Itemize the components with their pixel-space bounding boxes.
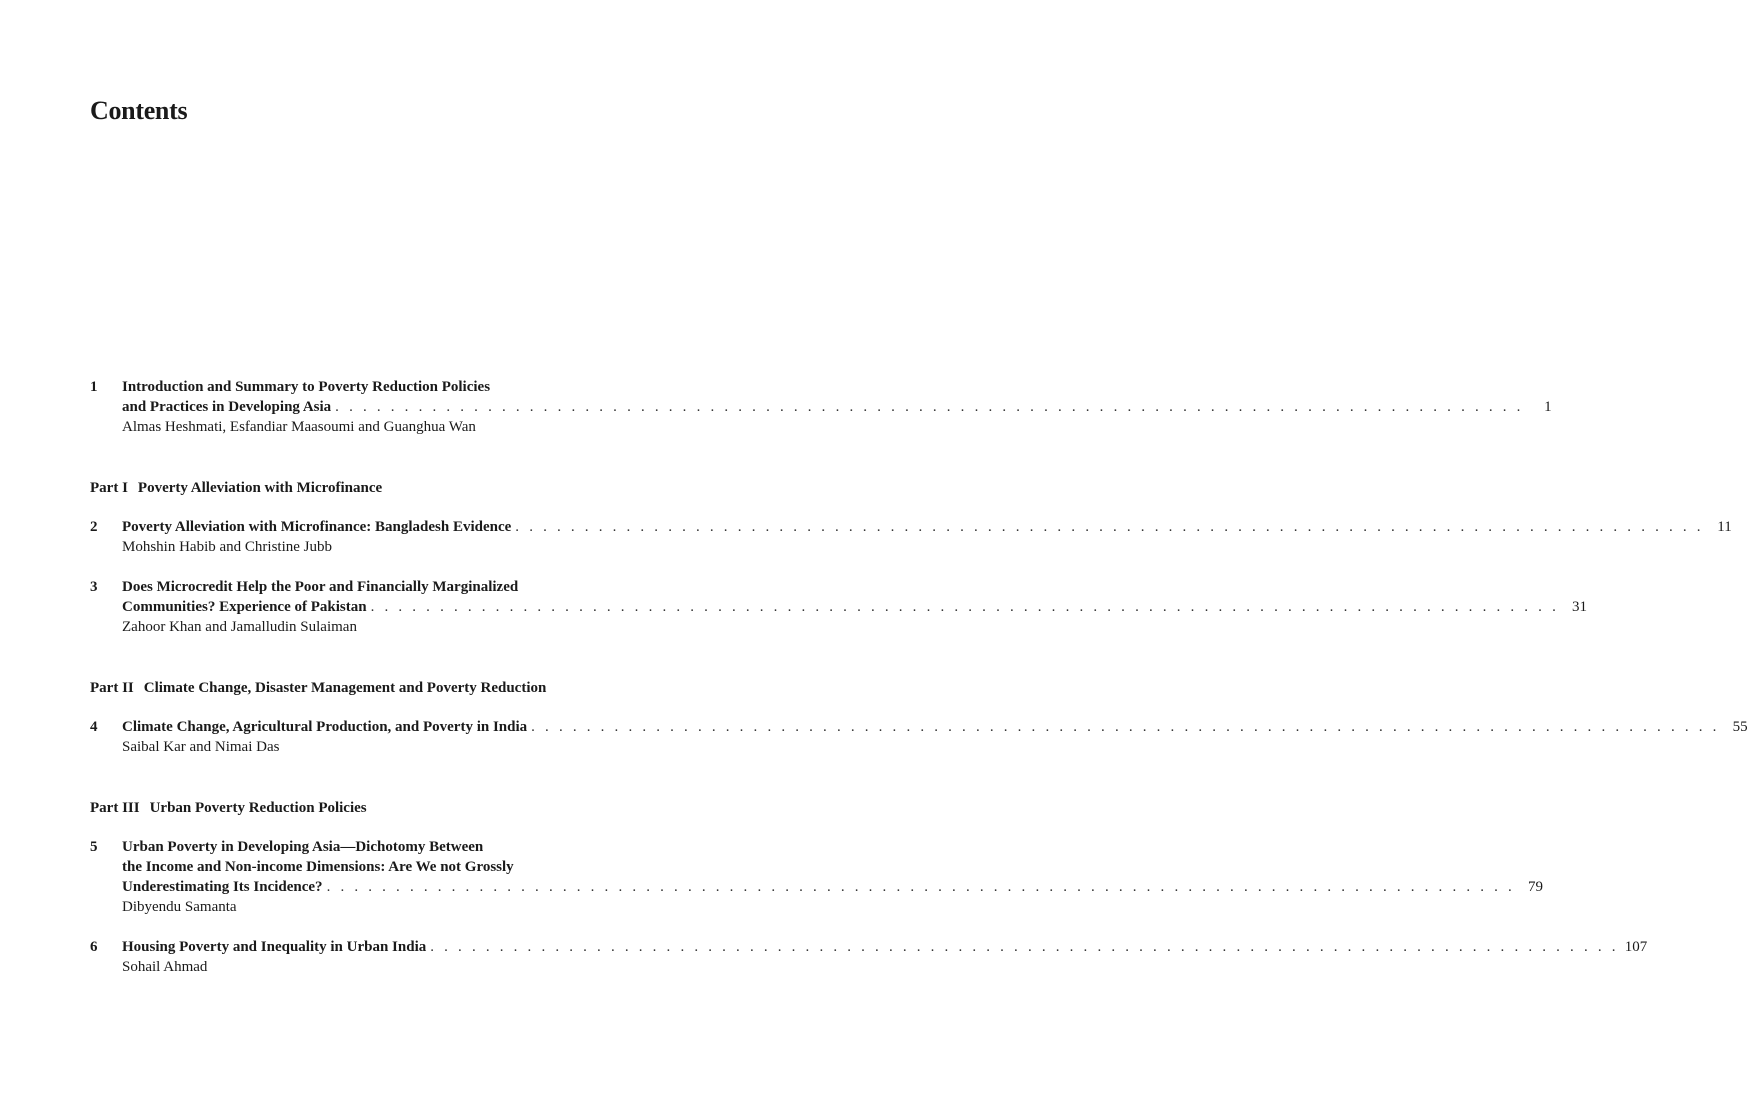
chapter-title-line: Housing Poverty and Inequality in Urban India bbox=[122, 939, 427, 955]
chapter-number: 4 bbox=[90, 719, 98, 735]
dot-leader: . . . . . . . . . . . . . . . . . . . . . . . . . . . . . . . . . . . . . . . . . . . . . . . . . . . . . . . . . . . . . . . . . . . . . . . . . . . . . . . . . . . . . . bbox=[335, 399, 1524, 415]
part-title: Urban Poverty Reduction Policies bbox=[149, 800, 367, 816]
chapter-title-line: Communities? Experience of Pakistan bbox=[122, 599, 367, 615]
chapter-title-line: Does Microcredit Help the Poor and Financially Marginalized bbox=[122, 579, 519, 595]
part-heading-1[interactable] bbox=[90, 478, 382, 498]
toc-entry-chapter-4[interactable] bbox=[90, 717, 1748, 757]
chapter-title-line: and Practices in Developing Asia bbox=[122, 399, 332, 415]
chapter-title-line: Poverty Alleviation with Microfinance: Bangladesh Evidence bbox=[122, 519, 512, 535]
chapter-number: 1 bbox=[90, 379, 98, 395]
page-number: 55 bbox=[1732, 719, 1748, 735]
chapter-authors: Almas Heshmati, Esfandiar Maasoumi and Guanghua Wan bbox=[122, 419, 476, 435]
toc-entry-chapter-2[interactable] bbox=[90, 517, 1732, 557]
toc-entry-chapter-6[interactable] bbox=[90, 937, 1648, 977]
part-label: Part II bbox=[90, 680, 134, 696]
chapter-title-line: Urban Poverty in Developing Asia—Dichotomy Between bbox=[122, 839, 484, 855]
chapter-number: 2 bbox=[90, 519, 98, 535]
page-number: 11 bbox=[1717, 519, 1732, 535]
toc-entry-chapter-5[interactable] bbox=[90, 837, 1544, 917]
chapter-authors: Sohail Ahmad bbox=[122, 959, 208, 975]
part-label: Part I bbox=[90, 480, 128, 496]
chapter-number: 5 bbox=[90, 839, 98, 855]
chapter-authors: Mohshin Habib and Christine Jubb bbox=[122, 539, 332, 555]
chapter-authors: Saibal Kar and Nimai Das bbox=[122, 739, 280, 755]
chapter-title-line: Underestimating Its Incidence? bbox=[122, 879, 323, 895]
chapter-authors: Zahoor Khan and Jamalludin Sulaiman bbox=[122, 619, 357, 635]
part-title: Climate Change, Disaster Management and Poverty Reduction bbox=[143, 680, 547, 696]
page-number: 79 bbox=[1528, 879, 1544, 895]
chapter-title-line: Climate Change, Agricultural Production, and Poverty in India bbox=[122, 719, 528, 735]
chapter-number: 6 bbox=[90, 939, 98, 955]
part-heading-2[interactable] bbox=[90, 678, 546, 698]
toc-entry-chapter-3[interactable] bbox=[90, 577, 1588, 637]
page-title: Contents bbox=[90, 96, 188, 125]
part-label: Part III bbox=[90, 800, 140, 816]
page-number: 107 bbox=[1624, 939, 1648, 955]
chapter-number: 3 bbox=[90, 579, 98, 595]
part-heading-3[interactable] bbox=[90, 798, 367, 818]
dot-leader: . . . . . . . . . . . . . . . . . . . . . . . . . . . . . . . . . . . . . . . . . . . . . . . . . . . . . . . . . . . . . . . . . . . . . . . . . . . . . . . . . . . . . . bbox=[430, 939, 1619, 955]
toc-entry-chapter-1[interactable] bbox=[90, 377, 1552, 437]
part-title: Poverty Alleviation with Microfinance bbox=[137, 480, 383, 496]
chapter-title-line: the Income and Non-income Dimensions: Are We not Grossly bbox=[122, 859, 514, 875]
dot-leader: . . . . . . . . . . . . . . . . . . . . . . . . . . . . . . . . . . . . . . . . . . . . . . . . . . . . . . . . . . . . . . . . . . . . . . . . . . . . . . . . . . . . . . bbox=[370, 599, 1560, 615]
dot-leader: . . . . . . . . . . . . . . . . . . . . . . . . . . . . . . . . . . . . . . . . . . . . . . . . . . . . . . . . . . . . . . . . . . . . . . . . . . . . . . . . . . . . . . bbox=[326, 879, 1516, 895]
chapter-authors: Dibyendu Samanta bbox=[122, 899, 237, 915]
chapter-title-line: Introduction and Summary to Poverty Reduction Policies bbox=[122, 379, 491, 395]
page-number: 31 bbox=[1572, 599, 1588, 615]
dot-leader: . . . . . . . . . . . . . . . . . . . . . . . . . . . . . . . . . . . . . . . . . . . . . . . . . . . . . . . . . . . . . . . . . . . . . . . . . . . . . . . . . . . . . . bbox=[531, 719, 1720, 735]
page-number: 1 bbox=[1544, 399, 1552, 415]
dot-leader: . . . . . . . . . . . . . . . . . . . . . . . . . . . . . . . . . . . . . . . . . . . . . . . . . . . . . . . . . . . . . . . . . . . . . . . . . . . . . . . . . . . . . . bbox=[515, 519, 1704, 535]
